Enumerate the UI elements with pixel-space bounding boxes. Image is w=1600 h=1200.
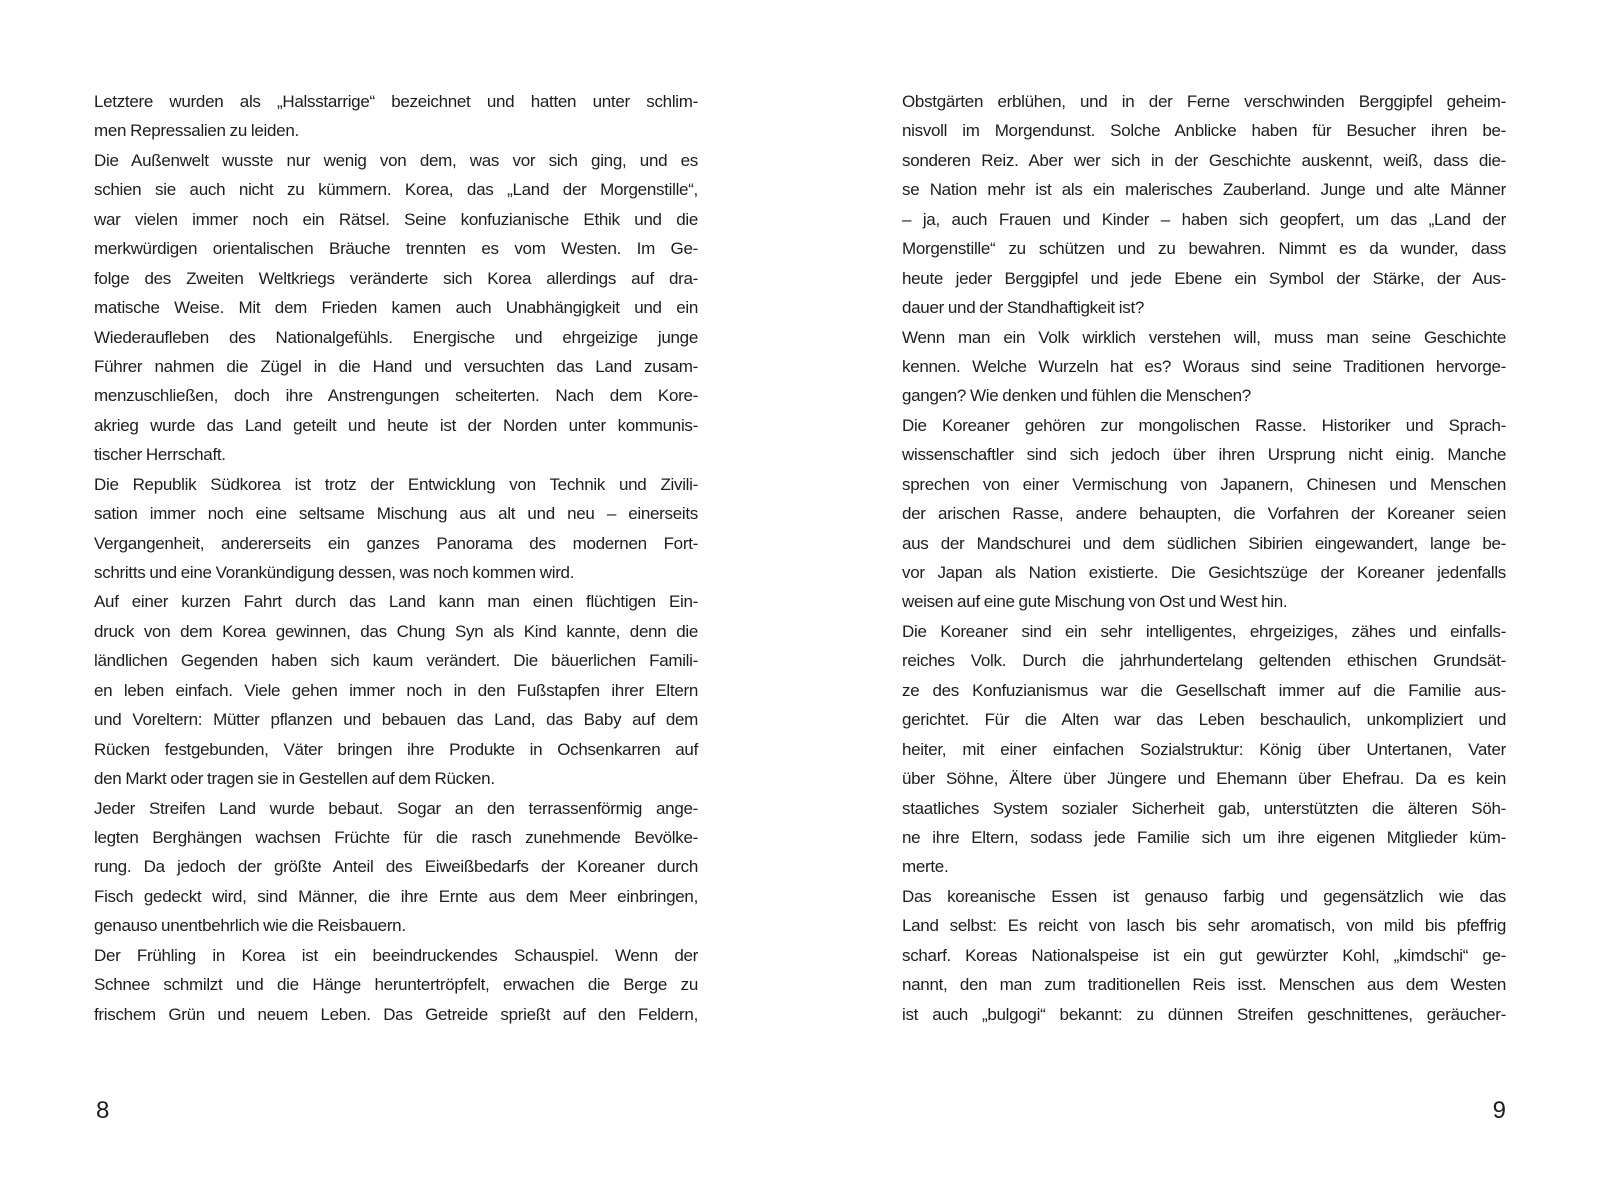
text-line: schritts und eine Vorankündigung dessen, was noch kommen wird. (94, 563, 575, 582)
text-line: ne ihre Eltern, sodass jede Familie sich um ihre eigenen Mitglieder küm- (902, 827, 1506, 847)
text-line: vor Japan als Nation existierte. Die Gesichtszüge der Koreaner jedenfalls (902, 563, 1506, 582)
text-line: Auf einer kurzen Fahrt durch das Land kann man einen flüchtigen Ein- (94, 592, 698, 612)
text-line: scharf. Koreas Nationalspeise ist ein gut gewürzter Kohl, „kimdschi“ ge- (902, 945, 1506, 965)
text-line: Fisch gedeckt wird, sind Männer, die ihre Ernte aus dem Meer einbringen, (94, 886, 698, 906)
text-line: rung. Da jedoch der größte Anteil des Eiweißbedarfs der Koreaner durch (94, 857, 698, 877)
text-line: menzuschließen, doch ihre Anstrengungen scheiterten. Nach dem Kore- (94, 386, 698, 406)
right-page-number: 9 (1492, 1097, 1506, 1124)
text-line: Jeder Streifen Land wurde bebaut. Sogar an den terrassenförmig ange- (94, 798, 698, 818)
text-line: über Söhne, Ältere über Jüngere und Ehemann über Ehefrau. Da es kein (902, 769, 1506, 789)
text-line: Vergangenheit, andererseits ein ganzes Panorama des modernen Fort- (94, 533, 698, 553)
left-page-text (94, 87, 698, 1029)
text-line: en leben einfach. Viele gehen immer noch in den Fußstapfen ihrer Eltern (94, 680, 698, 700)
text-line: war vielen immer noch ein Rätsel. Seine konfuzianische Ethik und die (94, 209, 698, 229)
text-line: ze des Konfuzianismus war die Gesellschaft immer auf die Familie aus- (902, 680, 1506, 700)
text-line: Land selbst: Es reicht von lasch bis sehr aromatisch, von mild bis pfeffrig (902, 916, 1506, 936)
right-page-text (902, 87, 1506, 1029)
text-line: matische Weise. Mit dem Frieden kamen auch Unabhängigkeit und ein (94, 298, 698, 318)
text-line: heute jeder Berggipfel und jede Ebene ein Symbol der Stärke, der Aus- (902, 268, 1506, 288)
text-line: se Nation mehr ist als ein malerisches Zauberland. Junge und alte Männer (902, 180, 1506, 200)
text-line: Das koreanische Essen ist genauso farbig und gegensätzlich wie das (902, 886, 1506, 906)
text-line: weisen auf eine gute Mischung von Ost und West hin. (902, 592, 1288, 612)
text-line: Die Republik Südkorea ist trotz der Entwicklung von Technik und Zivili- (94, 474, 698, 494)
text-line: genauso unentbehrlich wie die Reisbauern. (94, 916, 406, 936)
text-line: heiter, mit einer einfachen Sozialstruktur: König über Untertanen, Vater (902, 739, 1506, 759)
text-line: sation immer noch eine seltsame Mischung aus alt und neu – einerseits (94, 504, 698, 524)
text-line: wissenschaftler sind sich jedoch über ihren Ursprung nicht einig. Manche (902, 445, 1506, 465)
text-line: – ja, auch Frauen und Kinder – haben sich geopfert, um das „Land der (902, 209, 1506, 229)
text-line: druck von dem Korea gewinnen, das Chung Syn als Kind kannte, denn die (94, 621, 698, 641)
text-line: gangen? Wie denken und fühlen die Menschen? (902, 386, 1251, 406)
text-line: frischem Grün und neuem Leben. Das Getreide sprießt auf den Feldern, (94, 1004, 698, 1024)
text-line: schien sie auch nicht zu kümmern. Korea, das „Land der Morgenstille“, (94, 180, 698, 200)
text-line: der arischen Rasse, andere behaupten, die Vorfahren der Koreaner seien (902, 504, 1506, 524)
text-line: akrieg wurde das Land geteilt und heute ist der Norden unter kommunis- (94, 415, 698, 435)
text-line: ist auch „bulgogi“ bekannt: zu dünnen Streifen geschnittenes, geräucher- (902, 1004, 1506, 1024)
text-line: den Markt oder tragen sie in Gestellen auf dem Rücken. (94, 769, 495, 789)
text-line: und Voreltern: Mütter pflanzen und bebauen das Land, das Baby auf dem (94, 710, 698, 730)
text-line: staatliches System sozialer Sicherheit gab, unterstützten die älteren Söh- (902, 798, 1506, 818)
text-line: Schnee schmilzt und die Hänge heruntertröpfelt, erwachen die Berge zu (94, 975, 698, 995)
text-line: Wiederaufleben des Nationalgefühls. Energische und ehrgeizige junge (94, 327, 698, 347)
text-line: nannt, den man zum traditionellen Reis isst. Menschen aus dem Westen (902, 975, 1506, 995)
left-page-number: 8 (96, 1097, 110, 1124)
text-line: Wenn man ein Volk wirklich verstehen will, muss man seine Geschichte (902, 327, 1506, 347)
text-line: Die Koreaner gehören zur mongolischen Rasse. Historiker und Sprach- (902, 415, 1506, 435)
text-line: Die Außenwelt wusste nur wenig von dem, was vor sich ging, und es (94, 150, 698, 170)
text-line: dauer und der Standhaftigkeit ist? (902, 298, 1145, 318)
text-line: tischer Herrschaft. (94, 445, 226, 465)
text-line: Morgenstille“ zu schützen und zu bewahren. Nimmt es da wunder, dass (902, 239, 1506, 259)
text-line: sprechen von einer Vermischung von Japanern, Chinesen und Menschen (902, 474, 1506, 494)
text-line: kennen. Welche Wurzeln hat es? Woraus sind seine Traditionen hervorge- (902, 356, 1506, 376)
text-line: merte. (902, 857, 949, 877)
text-line: merkwürdigen orientalischen Bräuche trennten es vom Westen. Im Ge- (94, 239, 698, 259)
text-line: sonderen Reiz. Aber wer sich in der Geschichte auskennt, weiß, dass die- (902, 150, 1506, 170)
text-line: nisvoll im Morgendunst. Solche Anblicke haben für Besucher ihren be- (902, 121, 1506, 141)
text-line: Die Koreaner sind ein sehr intelligentes, ehrgeiziges, zähes und einfalls- (902, 621, 1506, 641)
text-line: legten Berghängen wachsen Früchte für die rasch zunehmende Bevölke- (94, 827, 698, 847)
text-line: Obstgärten erblühen, und in der Ferne verschwinden Berggipfel geheim- (902, 92, 1506, 111)
text-line: Führer nahmen die Zügel in die Hand und versuchten das Land zusam- (94, 356, 698, 376)
text-line: aus der Mandschurei und dem südlichen Sibirien eingewandert, lange be- (902, 533, 1506, 553)
text-line: gerichtet. Für die Alten war das Leben beschaulich, unkompliziert und (902, 710, 1506, 730)
text-line: Der Frühling in Korea ist ein beeindruckendes Schauspiel. Wenn der (94, 945, 698, 965)
text-line: men Repressalien zu leiden. (94, 121, 299, 141)
text-line: ländlichen Gegenden haben sich kaum verändert. Die bäuerlichen Famili- (94, 651, 698, 671)
text-line: Rücken festgebunden, Väter bringen ihre Produkte in Ochsenkarren auf (94, 739, 698, 759)
text-line: reiches Volk. Durch die jahrhundertelang geltenden ethischen Grundsät- (902, 651, 1506, 671)
text-line: folge des Zweiten Weltkriegs veränderte sich Korea allerdings auf dra- (94, 268, 698, 288)
text-line: Letztere wurden als „Halsstarrige“ bezeichnet und hatten unter schlim- (94, 92, 698, 111)
